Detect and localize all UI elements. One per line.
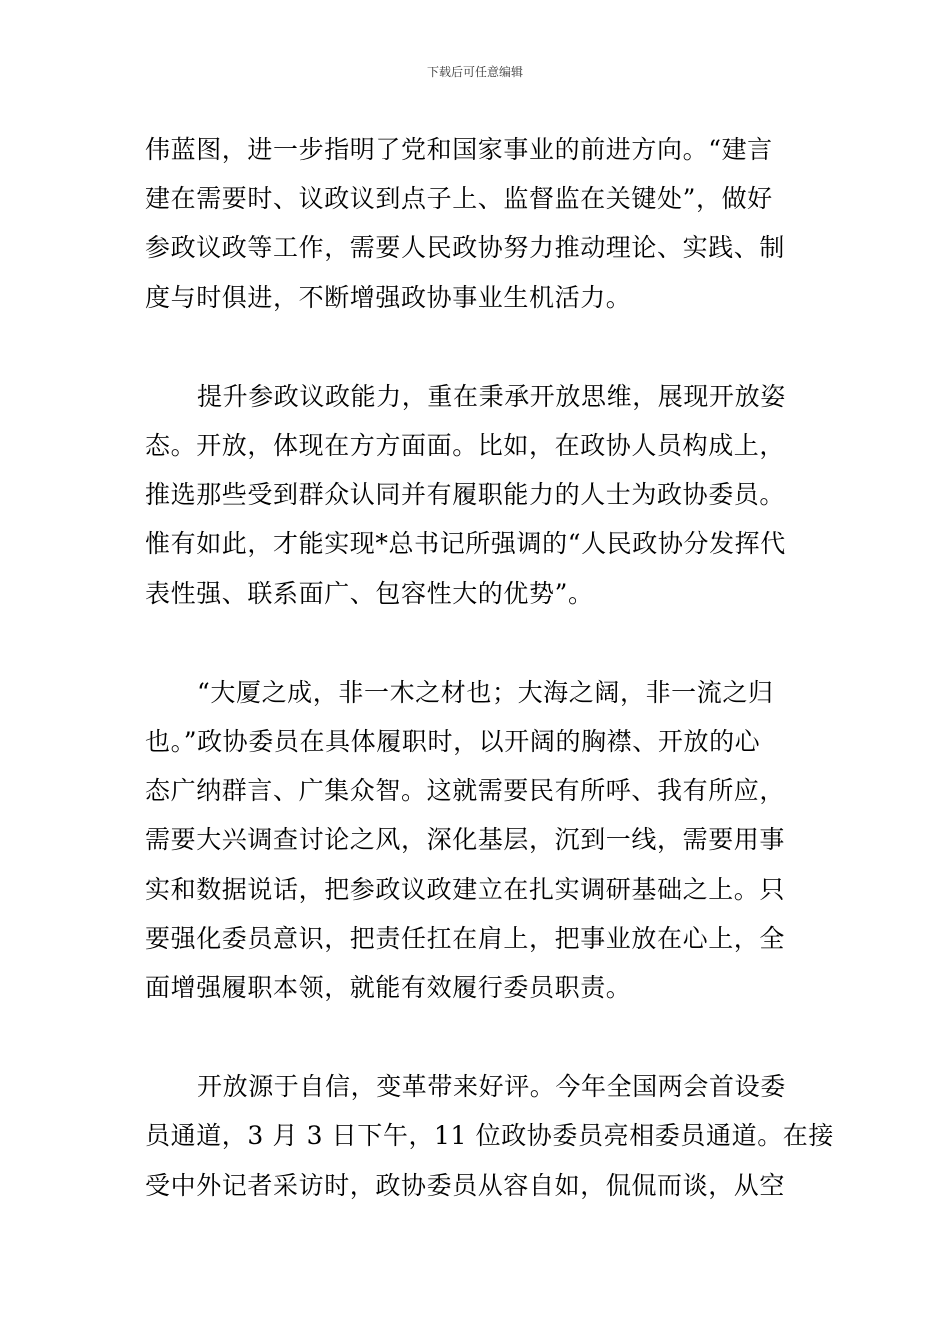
text-line: 度与时俱进，不断增强政协事业生机活力。 — [145, 282, 632, 312]
text-line: 表性强、联系面广、包容性大的优势”。 — [145, 578, 594, 608]
paragraph-1 — [145, 125, 810, 322]
text-line: 态广纳群言、广集众智。这就需要民有所呼、我有所应， — [145, 776, 786, 806]
text-line: 提升参政议政能力，重在秉承开放思维，展现开放姿 — [197, 381, 786, 411]
text-line: 需要大兴调查讨论之风，深化基层，沉到一线，需要用事 — [145, 825, 786, 855]
text-line: 惟有如此，才能实现*总书记所强调的“人民政协分发挥代 — [145, 529, 786, 559]
text-line: 受中外记者采访时，政协委员从容自如，侃侃而谈，从空 — [145, 1170, 786, 1200]
text-line: 推选那些受到群众认同并有履职能力的人士为政协委员。 — [145, 480, 786, 510]
text-line: 要强化委员意识，把责任扛在肩上，把事业放在心上，全 — [145, 923, 786, 953]
page-header: 下载后可任意编辑 — [426, 65, 523, 79]
text-line: 参政议政等工作，需要人民政协努力推动理论、实践、制 — [145, 233, 786, 263]
text-line: 实和数据说话，把参政议政建立在扎实调研基础之上。只 — [145, 874, 786, 904]
text-line: 开放源于自信，变革带来好评。今年全国两会首设委 — [197, 1072, 786, 1102]
text-line: 态。开放，体现在方方面面。比如，在政协人员构成上， — [145, 431, 786, 461]
text-line: 员通道，3 月 3 日下午，11 位政协委员亮相委员通道。在接 — [145, 1121, 835, 1151]
text-line: “大厦之成，非一木之材也；大海之阔，非一流之归 — [197, 677, 774, 707]
paragraph-3 — [145, 668, 810, 1012]
paragraph-2 — [145, 372, 810, 618]
text-line: 建在需要时、议政议到点子上、监督监在关键处”，做好 — [145, 184, 773, 214]
document-body — [145, 125, 835, 1260]
text-line: 伟蓝图，进一步指明了党和国家事业的前进方向。“建言 — [145, 135, 773, 164]
paragraph-4 — [145, 1062, 835, 1210]
text-line: 面增强履职本领，就能有效履行委员职责。 — [145, 973, 632, 1003]
text-line: 也。”政协委员在具体履职时，以开阔的胸襟、开放的心 — [145, 727, 761, 757]
